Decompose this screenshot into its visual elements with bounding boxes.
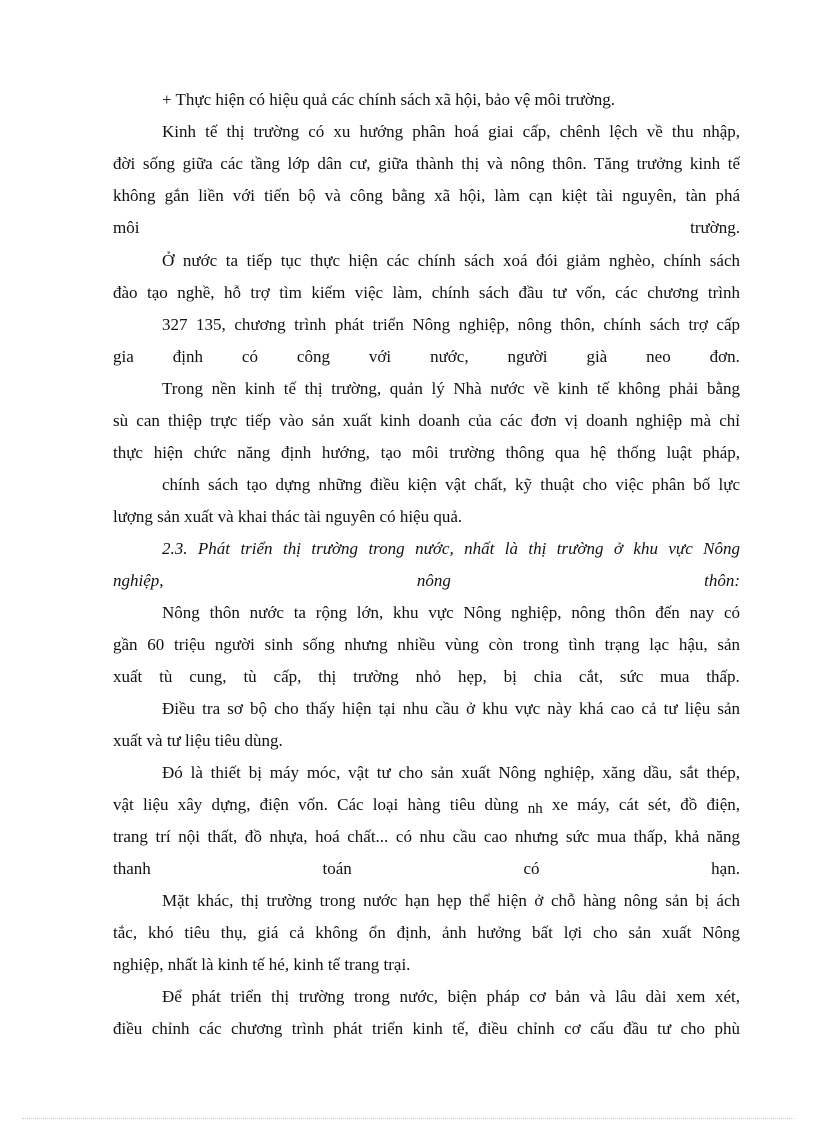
word: già	[586, 347, 608, 366]
word: sức	[619, 667, 644, 686]
word: cấp,	[273, 667, 302, 686]
word: người	[507, 347, 548, 366]
text-line: thực hiện chức năng định hướng, tạo môi trường thông qua hệ thống luật pháp,	[113, 443, 740, 462]
text-line: Mặt khác, thị trường trong nước hạn hẹp thể hiện ở chỗ hàng nông sản bị ách	[162, 891, 740, 910]
text-fragment-small: nh	[527, 801, 543, 817]
word: hẹp,	[457, 667, 487, 686]
word: có	[241, 347, 258, 366]
word: công	[296, 347, 330, 366]
text-line	[113, 341, 740, 373]
text-line: gần 60 triệu người sinh sống nhưng nhiều vùng còn trong tình trạng lạc hậu, sản	[113, 635, 740, 654]
word: toán	[322, 859, 352, 878]
word: tù	[243, 667, 257, 686]
word: định	[172, 347, 203, 366]
word: nhỏ	[415, 667, 442, 686]
word: hạn.	[711, 859, 740, 878]
text-line	[113, 853, 740, 885]
text-line: Nông thôn nước ta rộng lớn, khu vực Nông nghiệp, nông thôn đến nay có	[162, 603, 740, 622]
text-line: Ở nước ta tiếp tục thực hiện các chính sách xoá đói giảm nghèo, chính sách	[162, 251, 740, 270]
word: thấp.	[706, 667, 740, 686]
text-line	[113, 661, 740, 693]
word: với	[368, 347, 392, 366]
text-line: chính sách tạo dựng những điều kiện vật chất, kỹ thuật cho việc phân bố lực	[162, 475, 740, 494]
word: có	[523, 859, 540, 878]
text-line	[113, 212, 740, 244]
text-line: trang trí nội thất, đồ nhựa, hoá chất... có nhu cầu cao nhưng sức mua thấp, khả năng	[113, 827, 740, 846]
text-line: điều chỉnh các chương trình phát triển kinh tế, điều chỉnh cơ cấu đầu tư cho phù	[113, 1019, 740, 1038]
text-line: sù can thiệp trực tiếp vào sản xuất kinh doanh của các đơn vị doanh nghiệp mà chỉ	[113, 411, 740, 430]
text-line: Trong nền kinh tế thị trường, quản lý Nhà nước về kinh tế không phải bằng	[162, 379, 740, 398]
text-line: Điều tra sơ bộ cho thấy hiện tại nhu cầu ở khu vực này khá cao cả tư liệu sản	[162, 699, 740, 718]
text-line: nghiệp, nhất là kinh tế hé, kinh tế trang trại.	[113, 955, 411, 974]
word: bị	[503, 667, 517, 686]
word: neo	[646, 347, 671, 366]
text-line	[113, 789, 740, 821]
word: thanh	[113, 859, 151, 878]
text-line: Đó là thiết bị máy móc, vật tư cho sản xuất Nông nghiệp, xăng dầu, sắt thép,	[162, 763, 740, 782]
text-line: lượng sản xuất và khai thác tài nguyên có hiệu quả.	[113, 507, 463, 526]
word: xuất	[113, 667, 143, 686]
word: trường.	[690, 218, 740, 237]
word: nông	[416, 571, 451, 590]
text-line: xuất và tư liệu tiêu dùng.	[113, 731, 283, 750]
page-bottom-divider	[22, 1118, 794, 1119]
word: thị	[318, 667, 337, 686]
word: cắt,	[578, 667, 603, 686]
text-line: Để phát triển thị trường trong nước, biện pháp cơ bản và lâu dài xem xét,	[162, 987, 740, 1006]
word: tù	[159, 667, 173, 686]
text-fragment: vật liệu xây dựng, điện vốn. Các loại hàng tiêu dùng	[113, 795, 519, 814]
text-line: + Thực hiện có hiệu quả các chính sách xã hội, bảo vệ môi trường.	[162, 90, 616, 109]
section-heading: 2.3. Phát triển thị trường trong nước, nhất là thị trường ở khu vực Nông	[162, 539, 740, 558]
word: trường	[353, 667, 399, 686]
word: gia	[113, 347, 134, 366]
word: nước,	[430, 347, 469, 366]
text-line: đời sống giữa các tầng lớp dân cư, giữa thành thị và nông thôn. Tăng trưởng kinh tế	[113, 154, 740, 173]
word: chia	[533, 667, 563, 686]
text-line: không gắn liền với tiến bộ và công bằng xã hội, làm cạn kiệt tài nguyên, tàn phá	[113, 186, 740, 205]
text-line: tắc, khó tiêu thụ, giá cả không ổn định, ảnh hưởng bất lợi cho sản xuất Nông	[113, 923, 740, 942]
text-fragment: xe máy, cát sét, đồ điện,	[551, 795, 741, 814]
section-heading-line	[113, 565, 740, 597]
word: môi	[113, 218, 140, 237]
word: thôn:	[704, 571, 740, 590]
word: mua	[660, 667, 690, 686]
word: cung,	[189, 667, 227, 686]
text-line: đào tạo nghề, hỗ trợ tìm kiếm việc làm, chính sách đầu tư vốn, các chương trình	[113, 283, 740, 302]
word: đơn.	[709, 347, 740, 366]
text-line: 327 135, chương trình phát triển Nông nghiệp, nông thôn, chính sách trợ cấp	[162, 315, 740, 334]
text-line: Kinh tế thị trường có xu hướng phân hoá giai cấp, chênh lệch về thu nhập,	[162, 122, 740, 141]
word: nghiệp,	[113, 571, 164, 590]
